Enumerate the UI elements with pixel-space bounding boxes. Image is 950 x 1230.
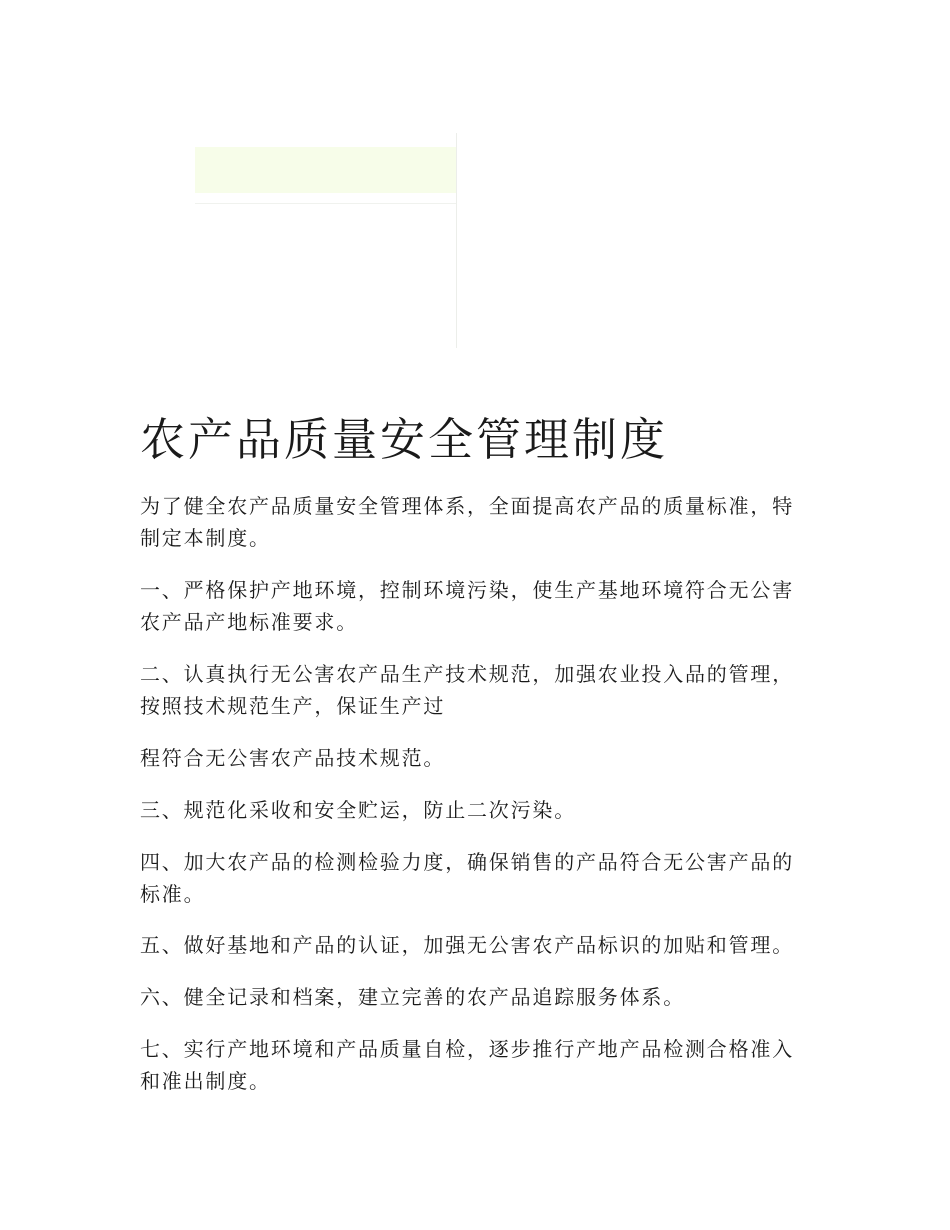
rule-paragraph-6: 六、健全记录和档案，建立完善的农产品追踪服务体系。: [140, 985, 685, 1009]
document-title: 农产品质量安全管理制度: [140, 413, 669, 466]
rule-paragraph-1: 一、严格保护产地环境，控制环境污染，使生产基地环境符合无公害农产品产地标准要求。: [140, 578, 794, 634]
rule-paragraph-3: 三、规范化采收和安全贮运，防止二次污染。: [140, 798, 576, 822]
rule-paragraph-2-continued: 程符合无公害农产品技术规范。: [140, 746, 446, 770]
header-decor-divider: [195, 203, 457, 204]
rule-paragraph-2: 二、认真执行无公害农产品生产技术规范，加强农业投入品的管理，按照技术规范生产，保证生产过: [140, 662, 794, 718]
rule-paragraph-5: 五、做好基地和产品的认证，加强无公害农产品标识的加贴和管理。: [140, 933, 794, 957]
rule-paragraph-7: 七、实行产地环境和产品质量自检，逐步推行产地产品检测合格准入和准出制度。: [140, 1037, 794, 1093]
header-decor-band: [195, 147, 457, 193]
header-decor-vertical-line: [456, 133, 457, 348]
rule-paragraph-4: 四、加大农产品的检测检验力度，确保销售的产品符合无公害产品的标准。: [140, 850, 794, 906]
intro-paragraph: 为了健全农产品质量安全管理体系，全面提高农产品的质量标准，特制定本制度。: [140, 494, 794, 550]
